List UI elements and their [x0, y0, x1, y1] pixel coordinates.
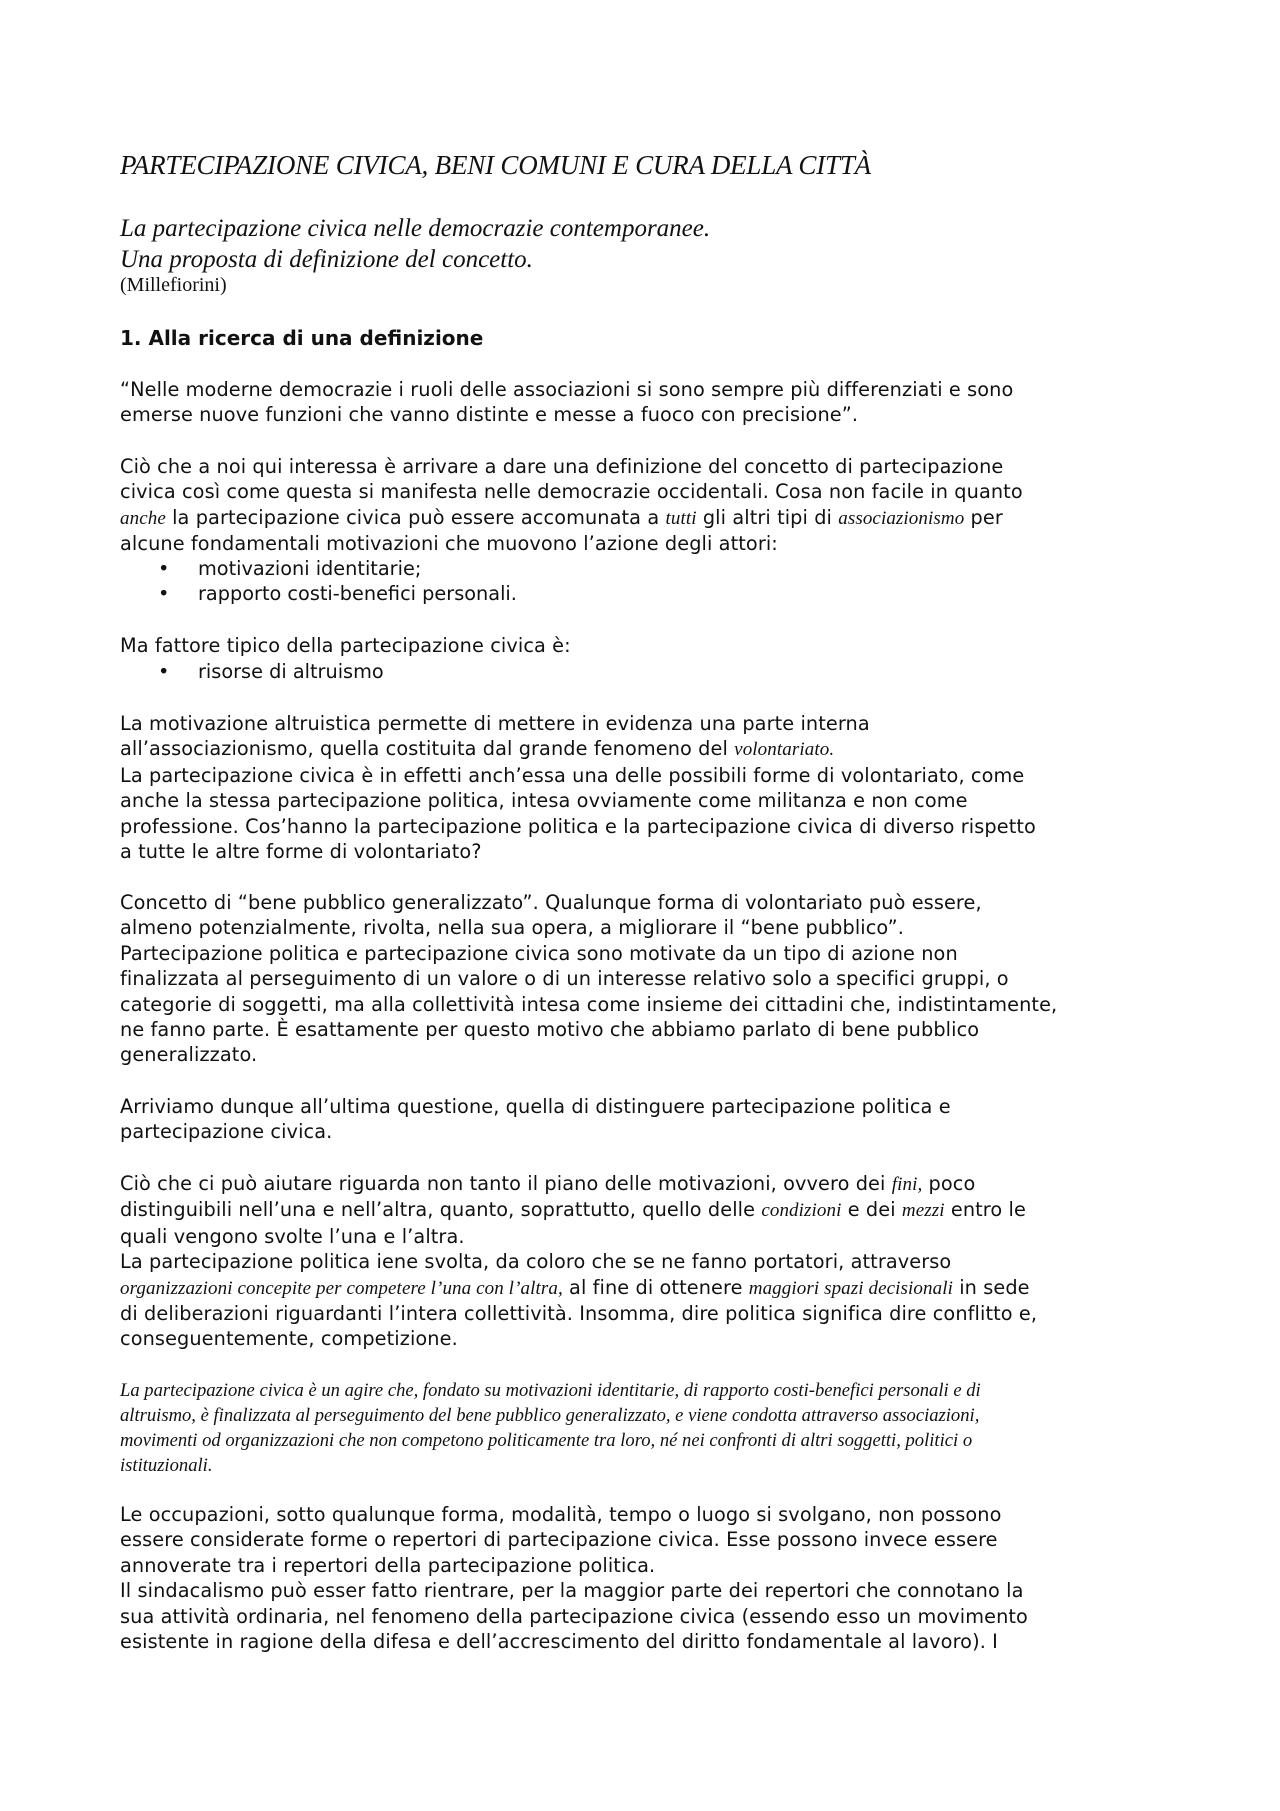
emphasis: volontariato.	[734, 739, 835, 761]
emphasis: condizioni	[761, 1200, 842, 1222]
text-line: istituzionali.	[120, 1455, 213, 1476]
text-run: e dei	[841, 1198, 902, 1222]
text-run: entro le	[944, 1198, 1026, 1222]
subtitle-line: Una proposta di definizione del concetto.	[120, 246, 533, 273]
text-run: Ciò che ci può aiutare riguarda non tanto il piano delle motivazioni, ovvero dei	[120, 1172, 892, 1195]
text-line	[120, 505, 1023, 531]
author: (Millefiorini)	[120, 274, 227, 296]
paragraph-3	[120, 633, 571, 658]
paragraph-8	[120, 1502, 1028, 1654]
document-subtitle	[120, 213, 710, 275]
text-line: altruismo, è finalizzata al perseguimento del bene pubblico generalizzato, e viene condotta attraverso associazioni,	[120, 1405, 980, 1426]
definition-block	[120, 1378, 1170, 1478]
text-line: di deliberazioni riguardanti l’intera collettività. Insomma, dire politica significa dire conflitto e,	[120, 1302, 1038, 1326]
emphasis: mezzi	[901, 1200, 945, 1222]
list-item	[120, 581, 517, 606]
emphasis: fini,	[891, 1174, 923, 1195]
document-title: PARTECIPAZIONE CIVICA, BENI COMUNI E CURA DELLA CITTÀ	[120, 150, 871, 180]
paragraph-6	[120, 1094, 951, 1145]
emphasis: associazionismo	[838, 507, 965, 529]
text-line	[120, 1275, 1037, 1301]
text-line: Arriviamo dunque all’ultima questione, quella di distinguere partecipazione politica e	[120, 1095, 951, 1118]
bullet-icon: •	[158, 582, 170, 606]
list-item-text: risorse di altruismo	[198, 660, 384, 683]
text-line: civica così come questa si manifesta nelle democrazie occidentali. Cosa non facile in quanto	[120, 480, 1023, 504]
emphasis: anche	[120, 507, 166, 529]
text-run: distinguibili nell’una e nell’altra, quanto, soprattutto, quello delle	[120, 1198, 762, 1222]
text-line: Concetto di “bene pubblico generalizzato”. Qualunque forma di volontariato può essere,	[120, 891, 982, 914]
text-line: La motivazione altruistica permette di mettere in evidenza una parte interna	[120, 712, 870, 735]
text-line: Partecipazione politica e partecipazione civica sono motivate da un tipo di azione non	[120, 941, 958, 965]
text-line: “Nelle moderne democrazie i ruoli delle associazioni si sono sempre più differenziati e sono	[120, 378, 1014, 401]
list-item	[120, 659, 384, 684]
bullet-list-altruism	[120, 659, 384, 684]
text-run: all’associazionismo, quella costituita dal grande fenomeno del	[120, 737, 735, 761]
text-line: esistente in ragione della difesa e dell’accrescimento del diritto fondamentale al lavoro). I	[120, 1630, 998, 1654]
text-line: Ciò che a noi qui interessa è arrivare a dare una definizione del concetto di partecipazione	[120, 455, 1004, 478]
text-line: categorie di soggetti, ma alla collettività intesa come insieme dei cittadini che, indistintamente,	[120, 992, 1058, 1016]
emphasis: organizzazioni concepite per competere l’una con l’altra,	[120, 1277, 563, 1299]
text-line: professione. Cos’hanno la partecipazione politica e la partecipazione civica di diverso rispetto	[120, 814, 1036, 838]
text-line: essere considerate forme o repertori di partecipazione civica. Esse possono invece essere	[120, 1528, 998, 1552]
text-line	[120, 736, 1036, 762]
paragraph-5	[120, 890, 1057, 1068]
text-line: Il sindacalismo può esser fatto rientrare, per la maggior parte dei repertori che connotano la	[120, 1579, 1024, 1603]
section-heading: 1. Alla ricerca di una definizione	[120, 326, 484, 350]
list-item-text: motivazioni identitarie;	[198, 557, 422, 580]
text-line: movimenti od organizzazioni che non competono politicamente tra loro, né nei confronti di altri soggetti, politici o	[120, 1430, 973, 1451]
text-run: per	[964, 505, 1003, 529]
text-line: a tutte le altre forme di volontariato?	[120, 840, 482, 864]
text-run: poco	[922, 1172, 976, 1195]
text-line	[120, 1197, 1037, 1223]
text-line: La partecipazione politica iene svolta, da coloro che se ne fanno portatori, attraverso	[120, 1250, 952, 1274]
text-line: Ma fattore tipico della partecipazione civica è:	[120, 634, 571, 657]
bullet-icon: •	[158, 660, 170, 683]
text-line: Le occupazioni, sotto qualunque forma, modalità, tempo o luogo si svolgano, non possono	[120, 1503, 1002, 1526]
text-run: al fine di ottenere	[562, 1275, 749, 1299]
subtitle-line: La partecipazione civica nelle democrazie contemporanee.	[120, 215, 711, 242]
text-line: partecipazione civica.	[120, 1120, 333, 1144]
bullet-list-motivations	[120, 556, 517, 607]
text-line: generalizzato.	[120, 1043, 258, 1067]
text-line: finalizzata al perseguimento di un valore o di un interesse relativo solo a specifici gruppi, o	[120, 967, 1009, 991]
text-line: conseguentemente, competizione.	[120, 1327, 458, 1351]
text-line: anche la stessa partecipazione politica, intesa ovviamente come militanza e non come	[120, 789, 968, 813]
text-line: emerse nuove funzioni che vanno distinte e messe a fuoco con precisione”.	[120, 403, 859, 427]
text-line: ne fanno parte. È esattamente per questo motivo che abbiamo parlato di bene pubblico	[120, 1018, 980, 1042]
text-run: gli altri tipi di	[696, 505, 839, 529]
list-item-text: rapporto costi-benefici personali.	[198, 582, 517, 606]
paragraph-4	[120, 711, 1036, 864]
paragraph-1	[120, 377, 1013, 428]
list-item	[120, 556, 517, 581]
text-run: la partecipazione civica può essere accomunata a	[165, 505, 666, 529]
emphasis: tutti	[665, 507, 697, 529]
text-line: quali vengono svolte l’una e l’altra.	[120, 1224, 465, 1248]
bullet-icon: •	[158, 557, 170, 580]
text-line: sua attività ordinaria, nel fenomeno della partecipazione civica (essendo esso un movimento	[120, 1604, 1028, 1628]
text-line	[120, 1171, 1037, 1197]
text-run: in sede	[952, 1275, 1030, 1299]
text-line: annoverate tra i repertori della partecipazione politica.	[120, 1553, 656, 1577]
paragraph-7	[120, 1171, 1037, 1352]
text-line: La partecipazione civica è in effetti anch’essa una delle possibili forme di volontariato, come	[120, 763, 1025, 787]
text-line: La partecipazione civica è un agire che, fondato su motivazioni identitarie, di rapporto costi-benefici personali e di	[120, 1380, 981, 1401]
text-line: almeno potenzialmente, rivolta, nella sua opera, a migliorare il “bene pubblico”.	[120, 916, 904, 940]
text-line: alcune fondamentali motivazioni che muovono l’azione degli attori:	[120, 532, 778, 556]
emphasis: maggiori spazi decisionali	[748, 1277, 953, 1299]
paragraph-2	[120, 454, 1023, 557]
